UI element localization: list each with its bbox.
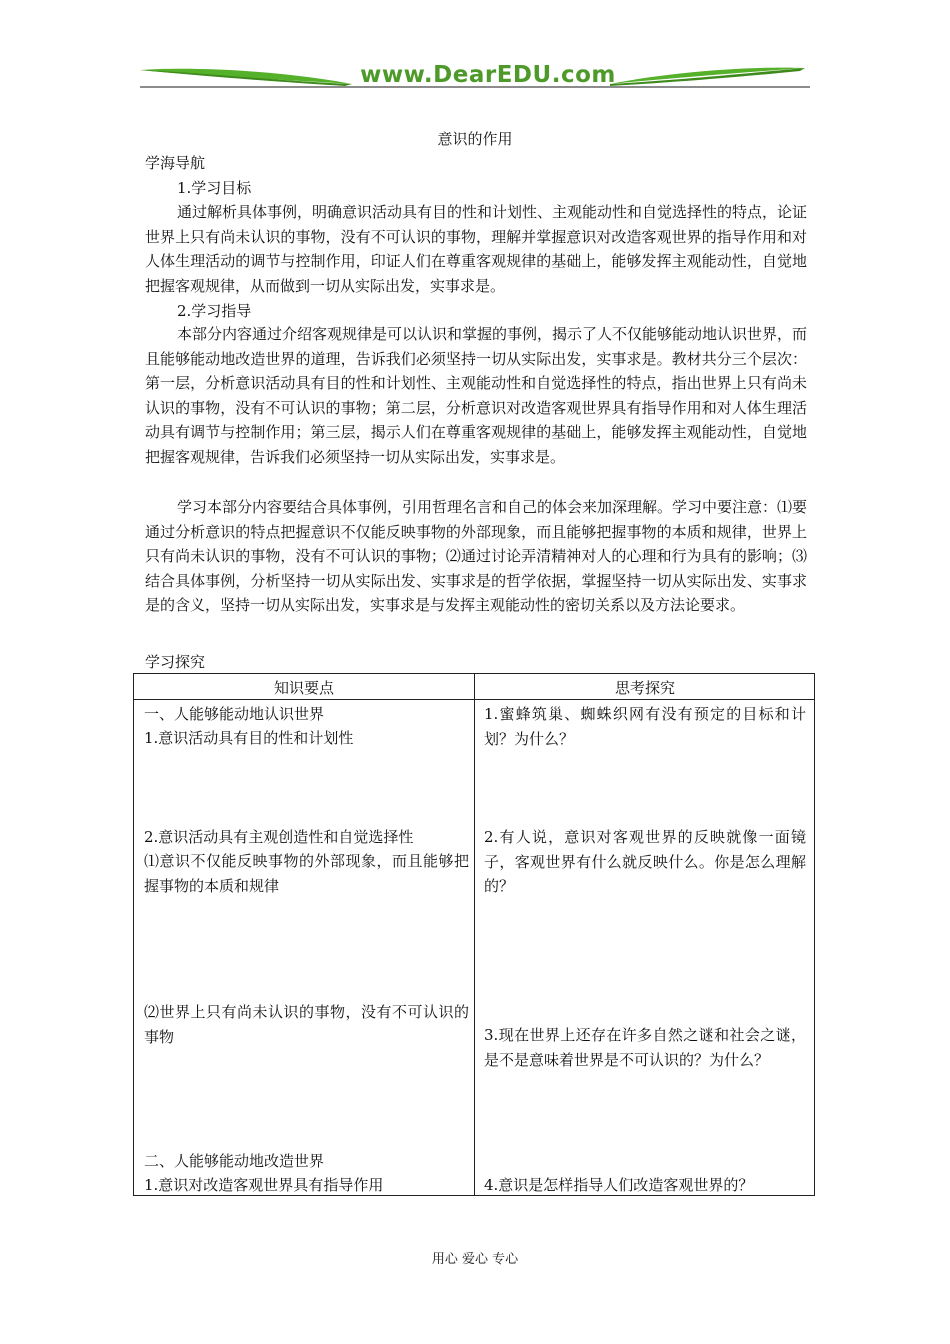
guide-paragraph-2: 学习本部分内容要结合具体事例，引用哲理名言和自己的体会来加深理解。学习中要注意：⑴要通过分析意识的特点把握意识不仅能反映事物的外部现象，而且能够把握事物的本质和规律，世界上只有尚未认识的事物，没有不可认识的事物；⑵通过讨论弄清精神对人的心理和行为具有的影响；⑶结合具体事例，分析坚持一切从实际出发、实事求是的哲学依据，掌握坚持一切从实际出发、实事求是的含义，坚持一切从实际出发，实事求是与发挥主观能动性的密切关系以及方法论要求。 <box>145 498 808 614</box>
knowledge-point-2-1: ⑴意识不仅能反映事物的外部现象，而且能够把握事物的本质和规律 <box>144 852 469 895</box>
knowledge-heading-2: 二、人能够能动地改造世界 <box>144 1152 325 1170</box>
site-logo[interactable]: www.DearEDU.com <box>360 62 616 88</box>
knowledge-heading-1: 一、人能够能动地认识世界 <box>144 705 325 723</box>
page-footer: 用心 爱心 专心 <box>431 1252 519 1267</box>
knowledge-point-3: 1.意识对改造客观世界具有指导作用 <box>144 1176 384 1194</box>
header-divider <box>134 699 814 700</box>
knowledge-point-2: 2.意识活动具有主观创造性和自觉选择性 <box>144 828 414 846</box>
header-banner <box>140 58 810 98</box>
study-table <box>133 673 815 1196</box>
question-3: 3.现在世界上还存在许多自然之谜和社会之谜，是不是意味着世界是不可认识的？为什么？ <box>484 1026 806 1069</box>
page-title: 意识的作用 <box>437 130 513 148</box>
column-header-thinking: 思考探究 <box>614 679 675 697</box>
question-2: 2.有人说，意识对客观世界的反映就像一面镜子，客观世界有什么就反映什么。你是怎么理解的？ <box>484 828 806 895</box>
section-heading-explore: 学习探究 <box>145 653 206 671</box>
knowledge-point-1: 1.意识活动具有目的性和计划性 <box>144 729 354 747</box>
knowledge-point-2-2: ⑵世界上只有尚未认识的事物，没有不可认识的事物 <box>144 1003 469 1046</box>
guide-paragraph-1: 本部分内容通过介绍客观规律是可以认识和掌握的事例，揭示了人不仅能够能动地认识世界，而且能够能动地改造世界的道理，告诉我们必须坚持一切从实际出发，实事求是。教材共分三个层次：第一层，分析意识活动具有目的性和计划性、主观能动性和自觉选择性的特点，指出世界上只有尚未认识的事物，没有不可认识的事物；第二层，分析意识对改造客观世界具有指导作用和对人体生理活动具有调节与控制作用；第三层，揭示人们在尊重客观规律的基础上，能够发挥主观能动性，自觉地把握客观规律，告诉我们必须坚持一切从实际出发，实事求是。 <box>145 325 808 466</box>
guide-heading: 2.学习指导 <box>177 302 252 320</box>
question-4: 4.意识是怎样指导人们改造客观世界的？ <box>484 1176 754 1194</box>
goal-paragraph: 通过解析具体事例，明确意识活动具有目的性和计划性、主观能动性和自觉选择性的特点，论证世界上只有尚未认识的事物，没有不可认识的事物，理解并掌握意识对改造客观世界的指导作用和对人体生理活动的调节与控制作用，印证人们在尊重客观规律的基础上，能够发挥主观能动性，自觉地把握客观规律，从而做到一切从实际出发，实事求是。 <box>145 203 808 295</box>
goal-heading: 1.学习目标 <box>177 179 252 197</box>
question-1: 1.蜜蜂筑巢、蜘蛛织网有没有预定的目标和计划？为什么？ <box>484 705 806 748</box>
column-divider <box>474 674 475 1195</box>
column-header-knowledge: 知识要点 <box>273 679 334 697</box>
section-heading-navigation: 学海导航 <box>145 154 206 172</box>
